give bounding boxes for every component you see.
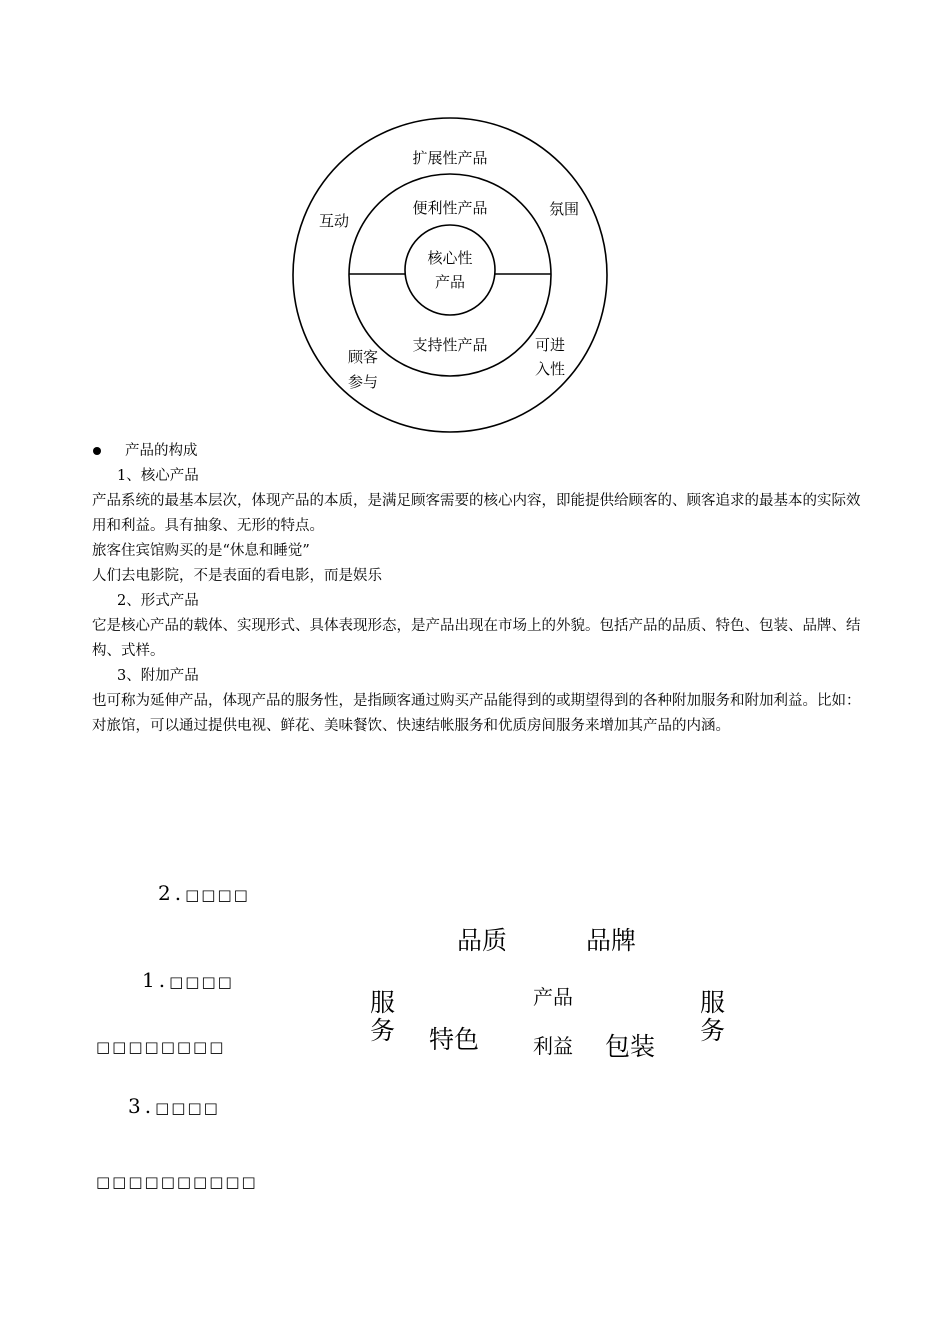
item1-desc: 产品系统的最基本层次，体现产品的本质，是满足顾客需要的核心内容，即能提供给顾客的、顾客追求的最基本的实际效用和利益。具有抽象、无形的特点。	[92, 493, 861, 534]
example2: 人们去电影院，不是表面的看电影，而是娱乐	[92, 568, 382, 584]
example1: 旅客住宾馆购买的是“休息和睡觉”	[92, 543, 310, 559]
label-1-number: 1.	[142, 968, 170, 992]
item2-desc: 它是核心产品的载体、实现形式、具体表现形态，是产品出现在市场上的外貌。包括产品的品质、特色、包装、品牌、结构、式样。	[92, 618, 861, 659]
service-left-line1: 服	[370, 988, 396, 1017]
product-label: 产品	[533, 985, 573, 1009]
item3-title: 3、附加产品	[117, 668, 199, 684]
core-level-label-line1: 核心性	[427, 249, 473, 267]
quality-label: 品质	[457, 926, 508, 955]
label-1	[142, 968, 234, 992]
section-title: 产品的构成	[125, 443, 198, 459]
label-2-boxes: □□□□	[185, 886, 250, 904]
item3-desc: 也可称为延伸产品，体现产品的服务性，是指顾客通过购买产品能得到的或期望得到的各种附加服务和附加利益。比如：对旅馆，可以通过提供电视、鲜花、美味餐饮、快速结帐服务和优质房间服务来增加其产品的内涵。	[92, 693, 861, 734]
core-level-label-line2: 产品	[434, 273, 465, 291]
participation-label-line2: 参与	[347, 373, 378, 391]
service-right-line2: 务	[700, 1016, 726, 1045]
product-levels-diagram	[0, 0, 950, 440]
interaction-label: 互动	[318, 212, 349, 230]
label-1-boxes: □□□□	[169, 973, 234, 991]
support-level-label: 支持性产品	[412, 336, 488, 354]
packaging-label: 包装	[605, 1032, 656, 1061]
label-2	[158, 881, 250, 905]
service-right-line1: 服	[700, 988, 726, 1017]
label-3-number: 3.	[128, 1094, 156, 1118]
row-1-boxes: □□□□□□□□	[96, 1038, 226, 1056]
convenience-level-label: 便利性产品	[412, 199, 488, 217]
benefit-label: 利益	[533, 1034, 573, 1058]
atmosphere-label: 氛围	[548, 200, 579, 218]
label-3-boxes: □□□□	[155, 1099, 220, 1117]
item1-title: 1、核心产品	[117, 468, 199, 484]
row-3-boxes: □□□□□□□□□□	[96, 1173, 258, 1191]
label-3	[128, 1094, 220, 1118]
outer-level-label: 扩展性产品	[412, 149, 488, 167]
feature-label: 特色	[429, 1025, 480, 1054]
service-left-line2: 务	[370, 1016, 396, 1045]
bullet-icon	[93, 447, 101, 455]
item2-title: 2、形式产品	[117, 593, 199, 609]
label-2-number: 2.	[158, 881, 186, 905]
participation-label-line1: 顾客	[347, 348, 378, 366]
accessibility-label-line2: 入性	[534, 360, 565, 378]
brand-label: 品牌	[586, 926, 637, 955]
accessibility-label-line1: 可进	[534, 336, 565, 354]
